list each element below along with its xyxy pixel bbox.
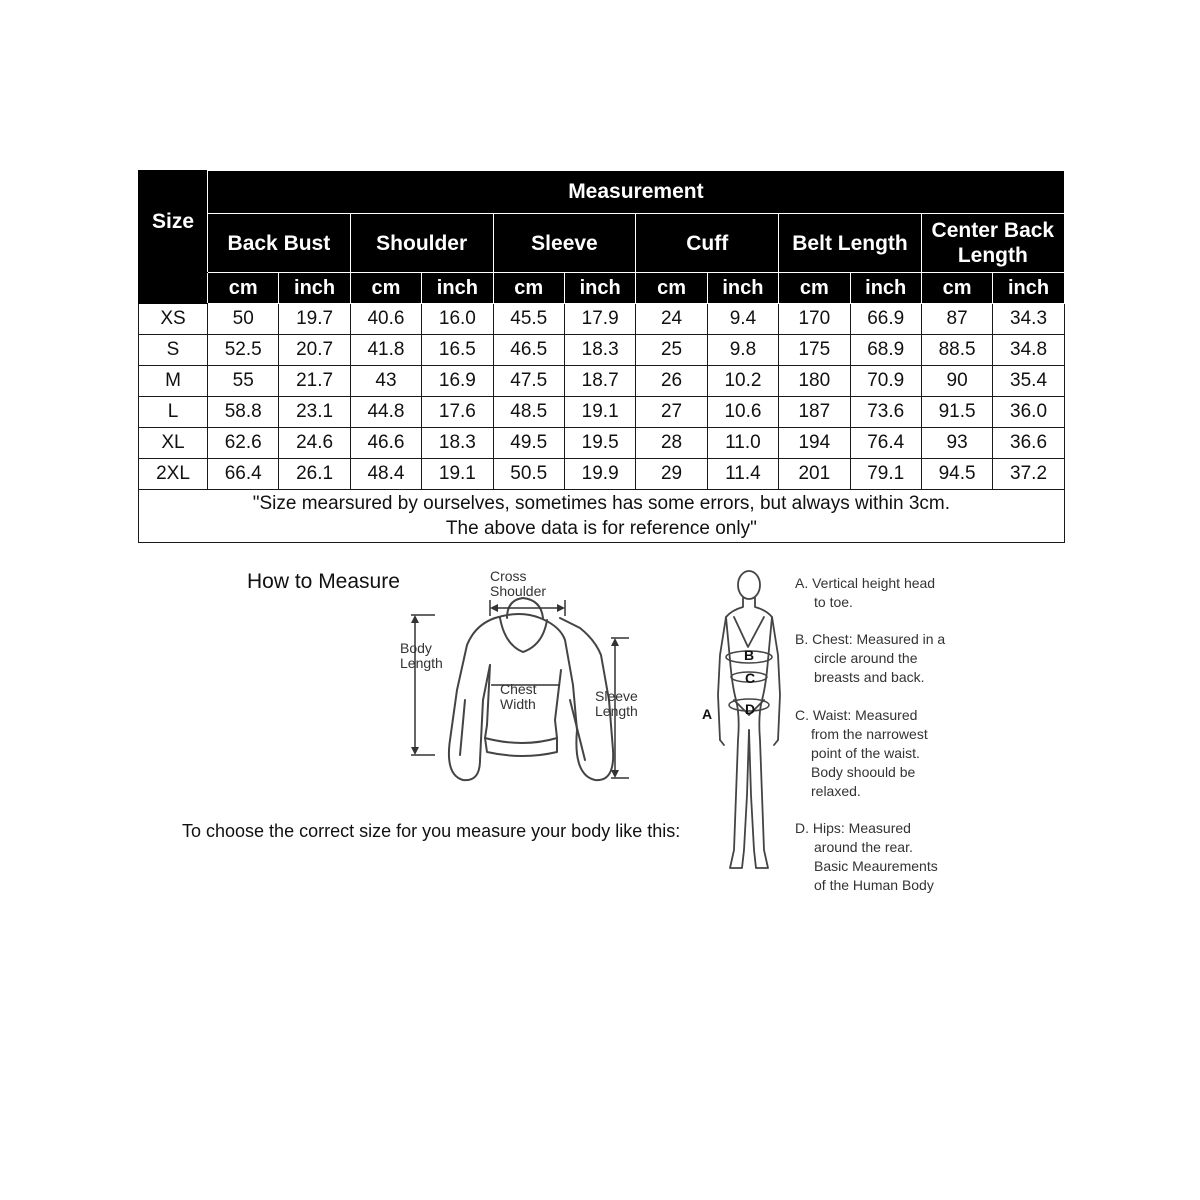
cross-shoulder-label [490, 569, 546, 599]
measurement-cell: 25 [636, 335, 707, 366]
measurement-cell: 34.8 [993, 335, 1064, 366]
measurement-cell: 66.9 [850, 304, 921, 335]
size-column-header: Size [139, 171, 208, 273]
measurement-cell: 28 [636, 428, 707, 459]
table-row [139, 304, 1065, 335]
cross-shoulder-line1: Cross [490, 568, 527, 584]
measurement-cell: 93 [921, 428, 992, 459]
unit-inch-header: inch [422, 273, 493, 304]
measurement-cell: 29 [636, 459, 707, 490]
legend-a-line1: A. Vertical height head [795, 575, 936, 591]
sleeve-length-line1: Sleeve [595, 688, 638, 704]
measurement-cell: 94.5 [921, 459, 992, 490]
measurement-cell: 49.5 [493, 428, 564, 459]
column-header: Cuff [636, 214, 779, 273]
measurement-cell: 20.7 [279, 335, 350, 366]
table-row [139, 335, 1065, 366]
measurement-cell: 87 [921, 304, 992, 335]
legend-item-c [795, 706, 928, 801]
unit-inch-header: inch [707, 273, 778, 304]
measurement-cell: 88.5 [921, 335, 992, 366]
column-header: Belt Length [779, 214, 922, 273]
column-header: Sleeve [493, 214, 636, 273]
measurement-cell: 79.1 [850, 459, 921, 490]
measurement-cell: 11.4 [707, 459, 778, 490]
table-row [139, 459, 1065, 490]
unit-cm-header: cm [636, 273, 707, 304]
measurement-cell: 90 [921, 366, 992, 397]
measurement-cell: 47.5 [493, 366, 564, 397]
body-length-line1: Body [400, 640, 432, 656]
cross-shoulder-line2: Shoulder [490, 583, 547, 599]
measurement-cell: 35.4 [993, 366, 1064, 397]
measurement-cell: 68.9 [850, 335, 921, 366]
unit-inch-header: inch [279, 273, 350, 304]
legend-c-line3: point of the waist. [811, 745, 920, 761]
chest-width-line2: Width [500, 696, 536, 712]
size-cell: L [139, 397, 208, 428]
legend-d-line2: around the rear. [814, 839, 913, 855]
choose-size-instruction: To choose the correct size for you measure your body like this: [182, 821, 681, 841]
measurement-cell: 19.5 [564, 428, 635, 459]
measurement-cell: 16.0 [422, 304, 493, 335]
legend-b-line3: breasts and back. [814, 669, 925, 685]
disclaimer-line: "Size mearsured by ourselves, sometimes has some errors, but always within 3cm. [252, 493, 951, 514]
measurement-cell: 73.6 [850, 397, 921, 428]
body-length-line2: Length [400, 655, 443, 671]
measurement-cell: 36.0 [993, 397, 1064, 428]
legend-item-b [795, 630, 945, 687]
how-to-measure-title: How to Measure [247, 570, 400, 593]
table-note-row [139, 490, 1065, 543]
measurement-cell: 24.6 [279, 428, 350, 459]
measurement-cell: 24 [636, 304, 707, 335]
measurement-cell: 27 [636, 397, 707, 428]
measurement-cell: 16.9 [422, 366, 493, 397]
measurement-cell: 55 [208, 366, 279, 397]
table-row [139, 428, 1065, 459]
size-chart-table [138, 170, 1065, 543]
legend-d-line4: of the Human Body [814, 877, 934, 893]
legend-b-line2: circle around the [814, 650, 918, 666]
measurement-cell: 201 [779, 459, 850, 490]
measurement-cell: 10.2 [707, 366, 778, 397]
unit-inch-header: inch [850, 273, 921, 304]
measurement-cell: 45.5 [493, 304, 564, 335]
unit-inch-header: inch [564, 273, 635, 304]
measurement-cell: 76.4 [850, 428, 921, 459]
measurement-cell: 18.3 [564, 335, 635, 366]
measurement-cell: 34.3 [993, 304, 1064, 335]
measurement-cell: 19.1 [564, 397, 635, 428]
measurement-cell: 26.1 [279, 459, 350, 490]
measurement-cell: 21.7 [279, 366, 350, 397]
measurement-cell: 170 [779, 304, 850, 335]
measurement-cell: 36.6 [993, 428, 1064, 459]
human-body-diagram [710, 565, 790, 880]
unit-cm-header: cm [208, 273, 279, 304]
body-letter-d: D [745, 701, 756, 717]
sleeve-length-label [595, 689, 638, 719]
measurement-cell: 37.2 [993, 459, 1064, 490]
measurement-cell: 9.4 [707, 304, 778, 335]
legend-c-line2: from the narrowest [811, 726, 928, 742]
measurement-cell: 19.1 [422, 459, 493, 490]
unit-cm-header: cm [921, 273, 992, 304]
measurement-cell: 23.1 [279, 397, 350, 428]
column-header: Shoulder [350, 214, 493, 273]
measurement-cell: 17.9 [564, 304, 635, 335]
size-header-spacer [139, 273, 208, 304]
measurement-cell: 66.4 [208, 459, 279, 490]
unit-cm-header: cm [493, 273, 564, 304]
size-cell: 2XL [139, 459, 208, 490]
measurement-cell: 91.5 [921, 397, 992, 428]
sleeve-length-line2: Length [595, 703, 638, 719]
body-letter-a: A [702, 706, 713, 722]
measurement-cell: 194 [779, 428, 850, 459]
measurement-cell: 10.6 [707, 397, 778, 428]
measurement-cell: 48.5 [493, 397, 564, 428]
body-letter-c: C [745, 670, 756, 686]
legend-c-line1: C. Waist: Measured [795, 707, 918, 723]
table-row [139, 397, 1065, 428]
legend-c-line4: Body shoould be [811, 764, 916, 780]
unit-inch-header: inch [993, 273, 1064, 304]
measurement-cell: 187 [779, 397, 850, 428]
unit-cm-header: cm [350, 273, 421, 304]
measurement-disclaimer [139, 490, 1065, 543]
legend-b-line1: B. Chest: Measured in a [795, 631, 946, 647]
measurement-cell: 18.7 [564, 366, 635, 397]
legend-d-line1: D. Hips: Measured [795, 820, 911, 836]
table-row [139, 366, 1065, 397]
measurement-cell: 9.8 [707, 335, 778, 366]
legend-item-d [795, 819, 938, 895]
measurement-cell: 175 [779, 335, 850, 366]
measurement-cell: 44.8 [350, 397, 421, 428]
measurement-cell: 180 [779, 366, 850, 397]
size-cell: M [139, 366, 208, 397]
size-cell: XL [139, 428, 208, 459]
jacket-measure-diagram [395, 570, 665, 790]
unit-cm-header: cm [779, 273, 850, 304]
size-cell: XS [139, 304, 208, 335]
chest-width-line1: Chest [500, 681, 537, 697]
measurement-cell: 40.6 [350, 304, 421, 335]
body-letter-b: B [744, 647, 755, 663]
measurement-header: Measurement [208, 171, 1065, 214]
measurement-cell: 26 [636, 366, 707, 397]
measurement-cell: 46.6 [350, 428, 421, 459]
measurement-cell: 62.6 [208, 428, 279, 459]
column-header: Back Bust [208, 214, 351, 273]
measurement-cell: 50.5 [493, 459, 564, 490]
measurement-cell: 18.3 [422, 428, 493, 459]
legend-a-line2: to toe. [814, 594, 853, 610]
measurement-cell: 17.6 [422, 397, 493, 428]
measurement-cell: 58.8 [208, 397, 279, 428]
measurement-cell: 19.9 [564, 459, 635, 490]
chest-width-label [500, 682, 537, 712]
measurement-cell: 48.4 [350, 459, 421, 490]
measurement-cell: 52.5 [208, 335, 279, 366]
measurement-cell: 46.5 [493, 335, 564, 366]
legend-d-line3: Basic Meaurements [814, 858, 938, 874]
legend-item-a [795, 574, 935, 612]
disclaimer-line: The above data is for reference only" [445, 518, 757, 539]
measurement-cell: 19.7 [279, 304, 350, 335]
measurement-cell: 11.0 [707, 428, 778, 459]
measurement-cell: 43 [350, 366, 421, 397]
measurement-cell: 41.8 [350, 335, 421, 366]
body-length-label [400, 641, 443, 671]
measurement-cell: 70.9 [850, 366, 921, 397]
legend-c-line5: relaxed. [811, 783, 861, 799]
column-header: Center Back Length [921, 214, 1064, 273]
measurement-cell: 50 [208, 304, 279, 335]
measurement-cell: 16.5 [422, 335, 493, 366]
size-cell: S [139, 335, 208, 366]
